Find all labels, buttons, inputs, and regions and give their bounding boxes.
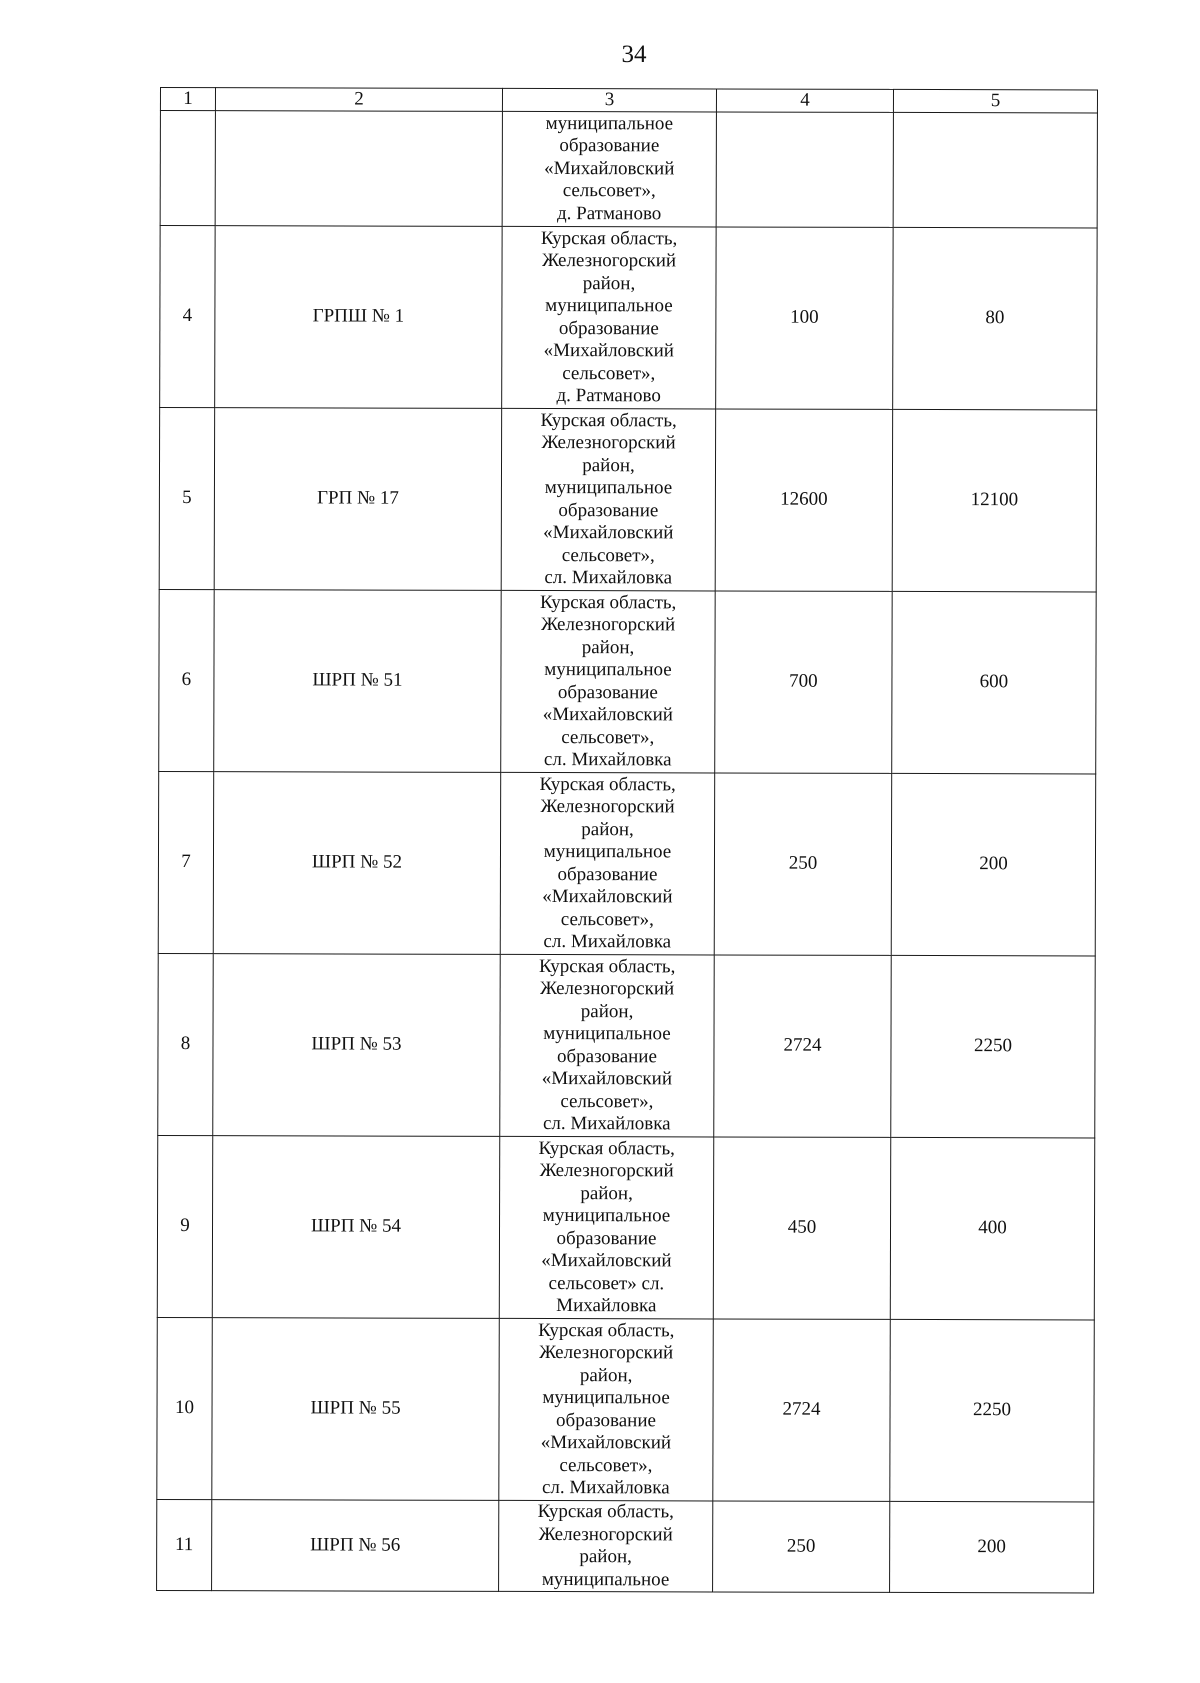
address-line: сл. Михайловка — [542, 1113, 671, 1135]
address-cell — [499, 1136, 713, 1319]
address-line: Курская область, — [539, 955, 676, 977]
address-line: образование — [556, 1227, 657, 1249]
address-cell — [499, 1318, 713, 1501]
row-number-cell: 7 — [158, 771, 213, 953]
address-line: д. Ратманово — [556, 202, 662, 225]
address-line: район, — [581, 818, 634, 840]
address-cell — [499, 1500, 713, 1592]
address-line: Курская область, — [540, 409, 677, 431]
row-number-cell: 8 — [158, 953, 213, 1135]
address-line: муниципальное — [545, 112, 674, 135]
address-line: образование — [558, 499, 659, 521]
address-cell — [502, 111, 716, 227]
object-name-cell: ШРП № 52 — [213, 772, 500, 955]
row-number-cell: 11 — [157, 1499, 212, 1590]
address-line: Железногорский — [538, 1523, 673, 1545]
address-line: образование — [557, 681, 658, 703]
document-table — [156, 87, 1098, 1593]
address-line: «Михайловский — [544, 157, 675, 180]
address-line: «Михайловский — [540, 1432, 672, 1454]
table-row — [157, 1499, 1094, 1592]
address-cell — [500, 954, 714, 1137]
address-line: Курская область, — [538, 1137, 675, 1159]
address-line: сл. Михайловка — [541, 1477, 670, 1499]
address-line: сл. Михайловка — [543, 749, 672, 771]
object-name-cell: ШРП № 54 — [212, 1136, 499, 1319]
address-cell — [501, 408, 715, 591]
address-line: муниципальное — [542, 1205, 671, 1227]
page-number: 34 — [621, 41, 647, 68]
table-row — [157, 1317, 1094, 1501]
address-line: муниципальное — [544, 659, 672, 681]
address-line: сельсовет», — [561, 726, 655, 748]
address-line: район, — [581, 636, 635, 658]
column-header: 3 — [502, 88, 716, 112]
column-header: 4 — [716, 89, 893, 112]
object-name-cell: ШРП № 55 — [212, 1318, 499, 1501]
address-line: образование — [556, 1409, 656, 1431]
address-line: район, — [580, 1182, 633, 1204]
row-number-cell: 4 — [160, 226, 215, 408]
value-col4-cell: 450 — [713, 1137, 890, 1319]
value-col4-cell — [716, 112, 893, 227]
address-line: Курская область, — [539, 591, 677, 613]
address-line: муниципальное — [543, 1023, 671, 1045]
table-row — [159, 408, 1096, 592]
address-line: муниципальное — [545, 295, 673, 317]
row-number-cell: 9 — [157, 1135, 212, 1317]
column-header: 1 — [160, 88, 215, 111]
column-header: 5 — [893, 89, 1097, 113]
value-col4-cell: 2724 — [714, 955, 891, 1137]
table-row — [160, 226, 1097, 410]
row-number-cell — [160, 111, 215, 226]
row-number-cell: 6 — [159, 589, 214, 771]
address-line: Курская область, — [539, 773, 676, 795]
address-line: район, — [580, 1000, 634, 1022]
object-name-cell: ШРП № 56 — [212, 1500, 499, 1592]
address-line: муниципальное — [543, 841, 672, 863]
address-cell — [502, 226, 716, 409]
address-line: Железногорский — [541, 432, 676, 454]
object-name-cell: ГРПШ № 1 — [215, 226, 502, 409]
address-line: Железногорский — [539, 1341, 674, 1364]
address-line: сельсовет» сл. — [548, 1272, 665, 1294]
address-line: район, — [579, 1364, 633, 1386]
value-col4-cell: 700 — [715, 591, 892, 773]
address-line: Железногорский — [540, 613, 676, 636]
address-line: сельсовет», — [562, 180, 656, 202]
table-row — [159, 589, 1096, 773]
value-col5-cell: 12100 — [892, 409, 1096, 592]
address-cell — [500, 772, 714, 955]
value-col5-cell: 2250 — [891, 955, 1095, 1138]
address-line: Железногорский — [540, 795, 675, 818]
value-col5-cell: 600 — [892, 591, 1096, 774]
address-line: сл. Михайловка — [543, 931, 672, 953]
address-line: Железногорский — [540, 977, 675, 1000]
address-line: район, — [582, 454, 635, 476]
object-name-cell: ШРП № 53 — [213, 954, 500, 1137]
address-line: сельсовет», — [559, 1454, 653, 1476]
address-line: сл. Михайловка — [544, 567, 673, 589]
value-col4-cell: 250 — [714, 773, 891, 955]
address-line: «Михайловский — [543, 522, 674, 544]
address-line: сельсовет», — [560, 908, 654, 930]
value-col4-cell: 12600 — [715, 409, 892, 591]
table-row — [158, 953, 1095, 1137]
address-line: район, — [579, 1546, 632, 1568]
value-col5-cell: 200 — [891, 773, 1095, 956]
value-col5-cell: 80 — [893, 227, 1097, 410]
address-line: Михайловка — [556, 1295, 657, 1317]
value-col4-cell: 2724 — [713, 1319, 890, 1501]
address-line: «Михайловский — [542, 704, 674, 726]
address-line: муниципальное — [541, 1568, 670, 1590]
value-col4-cell: 100 — [716, 227, 893, 409]
value-col5-cell: 200 — [890, 1501, 1094, 1593]
address-line: Железногорский — [541, 250, 677, 272]
address-line: район, — [582, 272, 636, 294]
address-line: Железногорский — [539, 1159, 674, 1182]
address-line: д. Ратманово — [556, 385, 661, 407]
address-line: муниципальное — [542, 1387, 670, 1409]
value-col5-cell: 400 — [890, 1137, 1094, 1320]
object-name-cell — [215, 111, 502, 227]
address-line: «Михайловский — [543, 340, 674, 362]
row-number-cell: 10 — [157, 1317, 212, 1499]
address-line: муниципальное — [544, 477, 673, 499]
address-line: образование — [558, 317, 659, 339]
address-line: сельсовет», — [562, 362, 656, 384]
address-line: «Михайловский — [541, 1250, 672, 1272]
address-line: Курская область, — [540, 227, 678, 249]
value-col5-cell: 2250 — [890, 1319, 1094, 1502]
address-cell — [501, 590, 715, 773]
address-line: образование — [557, 863, 658, 885]
address-line: сельсовет», — [561, 544, 655, 566]
table-header-row — [160, 88, 1097, 113]
object-name-cell: ГРП № 17 — [214, 408, 501, 591]
row-number-cell: 5 — [159, 408, 214, 590]
address-line: «Михайловский — [542, 886, 673, 908]
address-line: Курская область, — [537, 1500, 674, 1523]
address-line: сельсовет», — [560, 1090, 654, 1112]
value-col4-cell: 250 — [713, 1501, 890, 1592]
address-line: Курская область, — [538, 1319, 675, 1341]
table-row — [158, 771, 1095, 955]
column-header: 2 — [215, 88, 502, 112]
table-row — [160, 111, 1097, 228]
object-name-cell: ШРП № 51 — [214, 590, 501, 773]
table-row — [157, 1135, 1094, 1319]
address-line: образование — [559, 135, 660, 157]
value-col5-cell — [893, 112, 1097, 228]
address-line: образование — [556, 1045, 657, 1067]
address-line: «Михайловский — [541, 1068, 673, 1090]
